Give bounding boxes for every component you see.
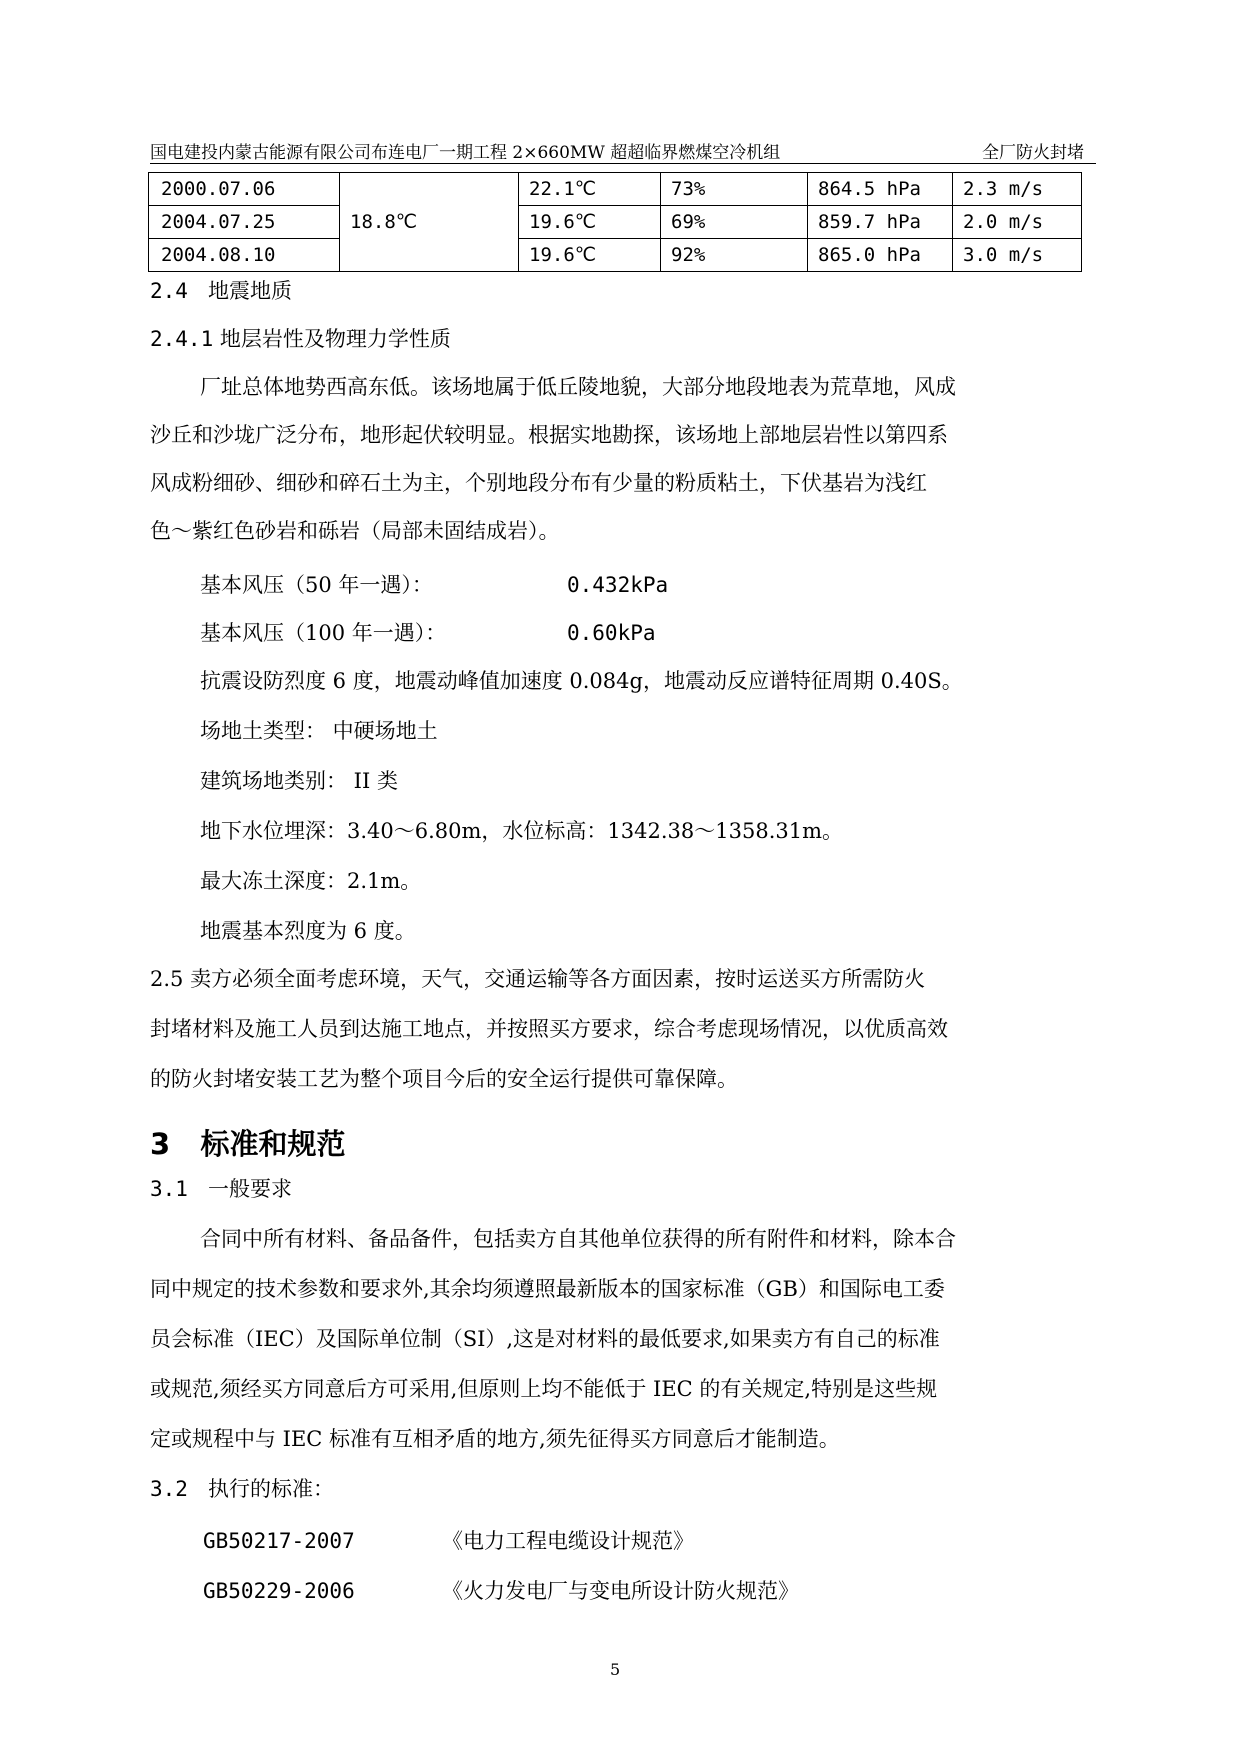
- paragraph-line: 沙丘和沙垅广泛分布，地形起伏较明显。根据实地勘探，该场地上部地层岩性以第四系: [150, 423, 948, 447]
- groundwater-item: 地下水位埋深：3.40～6.80m，水位标高：1342.38～1358.31m。: [200, 819, 844, 843]
- table-row: [149, 239, 1082, 272]
- intensity-item: 地震基本烈度为 6 度。: [200, 919, 416, 943]
- weather-table: [148, 172, 1082, 272]
- section-title: 地层岩性及物理力学性质: [219, 327, 451, 351]
- section-number: 2.4: [150, 279, 188, 303]
- table-cell-avg-temp: 18.8℃: [340, 173, 519, 272]
- table-cell-humidity: 73%: [661, 173, 808, 206]
- wind-pressure-100-value: 0.60kPa: [567, 621, 656, 645]
- standard-code: GB50217-2007: [203, 1529, 355, 1553]
- chapter-title: 标准和规范: [200, 1127, 346, 1161]
- standard-name: 《电力工程电缆设计规范》: [442, 1529, 694, 1553]
- table-cell-wind: 2.3 m/s: [953, 173, 1082, 206]
- table-row: [149, 206, 1082, 239]
- table-cell-temp: 19.6℃: [519, 206, 661, 239]
- page-header: [150, 135, 1096, 164]
- section-2-5-line: 2.5 卖方必须全面考虑环境，天气，交通运输等各方面因素，按时运送买方所需防火: [150, 967, 926, 991]
- table-row: [149, 173, 1082, 206]
- table-cell-date: 2004.07.25: [149, 206, 340, 239]
- seismic-item: 抗震设防烈度 6 度，地震动峰值加速度 0.084g，地震动反应谱特征周期 0.40S。: [200, 669, 963, 693]
- section-heading-3-2: [150, 1476, 334, 1502]
- paragraph-line: 厂址总体地势西高东低。该场地属于低丘陵地貌，大部分地段地表为荒草地，风成: [200, 375, 956, 399]
- section-title: 一般要求: [207, 1177, 292, 1201]
- standard-code: GB50229-2006: [203, 1579, 355, 1603]
- section-title: 执行的标准：: [207, 1477, 334, 1501]
- site-soil-item: 场地土类型： 中硬场地土: [200, 719, 438, 743]
- frost-depth-item: 最大冻土深度：2.1m。: [200, 869, 422, 893]
- table-cell-wind: 2.0 m/s: [953, 206, 1082, 239]
- section-2-5-line: 的防火封堵安装工艺为整个项目今后的安全运行提供可靠保障。: [150, 1067, 738, 1091]
- header-section-title: 全厂防火封堵: [982, 143, 1084, 163]
- table-cell-temp: 22.1℃: [519, 173, 661, 206]
- table-cell-date: 2004.08.10: [149, 239, 340, 272]
- table-cell-humidity: 69%: [661, 206, 808, 239]
- standard-name: 《火力发电厂与变电所设计防火规范》: [442, 1579, 799, 1603]
- table-cell-pressure: 864.5 hPa: [808, 173, 953, 206]
- table-cell-pressure: 859.7 hPa: [808, 206, 953, 239]
- paragraph-line: 或规范,须经买方同意后方可采用,但原则上均不能低于 IEC 的有关规定,特别是这些规: [150, 1377, 938, 1401]
- section-2-5-line: 封堵材料及施工人员到达施工地点，并按照买方要求，综合考虑现场情况，以优质高效: [150, 1017, 948, 1041]
- section-number: 3.1: [150, 1177, 188, 1201]
- table-cell-pressure: 865.0 hPa: [808, 239, 953, 272]
- table-cell-wind: 3.0 m/s: [953, 239, 1082, 272]
- wind-pressure-50-label: 基本风压（50 年一遇）：: [200, 573, 433, 597]
- chapter-heading-3: [150, 1122, 346, 1163]
- paragraph-line: 定或规程中与 IEC 标准有互相矛盾的地方,须先征得买方同意后才能制造。: [150, 1427, 840, 1451]
- wind-pressure-100-label: 基本风压（100 年一遇）：: [200, 621, 447, 645]
- site-class-item: 建筑场地类别： II 类: [200, 769, 398, 793]
- section-number: 3.2: [150, 1477, 188, 1501]
- page-number: 5: [610, 1660, 621, 1679]
- paragraph-line: 员会标准（IEC）及国际单位制（SI）,这是对材料的最低要求,如果卖方有自己的标准: [150, 1327, 940, 1351]
- paragraph-line: 风成粉细砂、细砂和碎石土为主，个别地段分布有少量的粉质粘土，下伏基岩为浅红: [150, 471, 927, 495]
- table-cell-date: 2000.07.06: [149, 173, 340, 206]
- table-cell-humidity: 92%: [661, 239, 808, 272]
- section-heading-2-4-1: [150, 326, 451, 352]
- section-title: 地震地质: [207, 279, 292, 303]
- section-heading-3-1: [150, 1176, 292, 1202]
- table-cell-temp: 19.6℃: [519, 239, 661, 272]
- wind-pressure-50-value: 0.432kPa: [567, 573, 669, 597]
- section-number: 2.4.1: [150, 327, 214, 351]
- section-heading-2-4: [150, 278, 292, 304]
- header-project-title: 国电建投内蒙古能源有限公司布连电厂一期工程 2×660MW 超超临界燃煤空冷机组: [150, 143, 781, 163]
- paragraph-line: 同中规定的技术参数和要求外,其余均须遵照最新版本的国家标准（GB）和国际电工委: [150, 1277, 945, 1301]
- paragraph-line: 合同中所有材料、备品备件，包括卖方自其他单位获得的所有附件和材料，除本合: [200, 1227, 956, 1251]
- chapter-number: 3: [150, 1127, 171, 1161]
- paragraph-line: 色～紫红色砂岩和砾岩（局部未固结成岩）。: [150, 519, 560, 543]
